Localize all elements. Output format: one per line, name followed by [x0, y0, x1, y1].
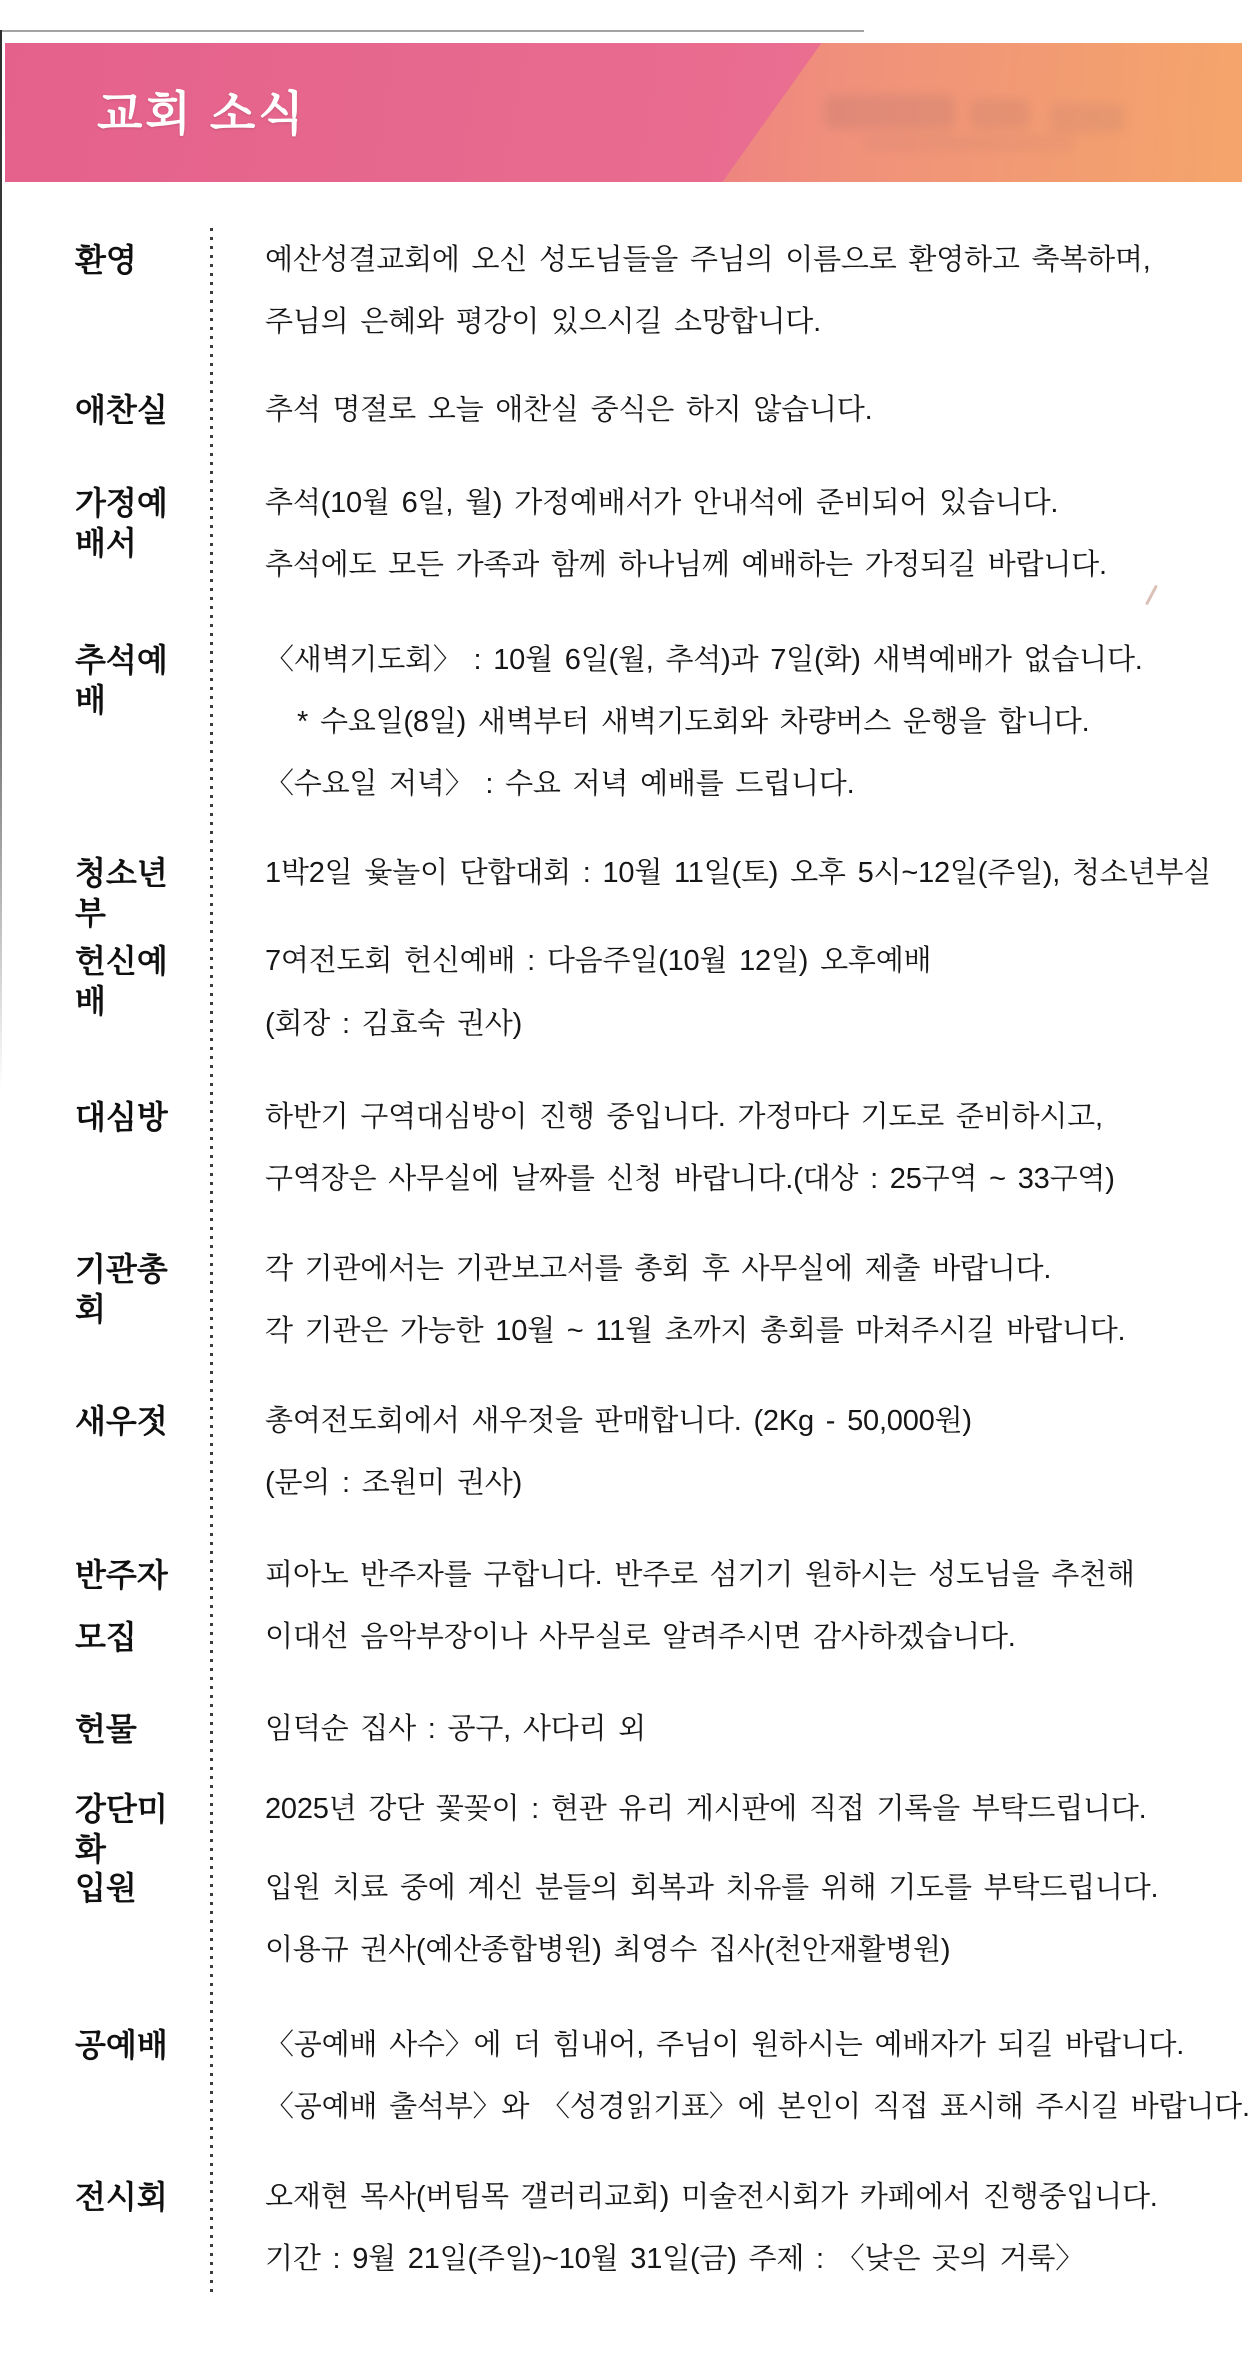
section-line: 이대선 음악부장이나 사무실로 알려주시면 감사하겠습니다. [265, 1621, 1016, 1653]
section-line: 오재현 목사(버팀목 갤러리교회) 미술전시회가 카페에서 진행중입니다. [265, 2181, 1158, 2213]
section-label-accompanist: 반주자 [75, 1557, 168, 1593]
section-label-exhibition: 전시회 [75, 2179, 168, 2215]
section-label-org-general-meeting: 기관총회 [75, 1251, 168, 1327]
section-label-fellowship-room: 애찬실 [75, 392, 168, 428]
header-banner [5, 43, 1242, 182]
section-line: * 수요일(8일) 새벽부터 새벽기도회와 차량버스 운행을 합니다. [297, 706, 1090, 738]
section-label-district-visitation: 대심방 [75, 1099, 168, 1135]
section-line: 입원 치료 중에 계신 분들의 회복과 치유를 위해 기도를 부탁드립니다. [265, 1872, 1159, 1904]
section-label-public-worship: 공예배 [75, 2027, 168, 2063]
bleedthrough-ghost [970, 99, 1030, 129]
section-label-dedication-service: 헌신예배 [75, 943, 168, 1019]
section-line: 추석 명절로 오늘 애찬실 중식은 하지 않습니다. [265, 394, 873, 426]
page-title: 교회 소식 [97, 86, 307, 140]
pen-mark-artifact [1145, 585, 1158, 606]
section-line: 각 기관에서는 기관보고서를 총회 후 사무실에 제출 바랍니다. [265, 1253, 1052, 1285]
section-label-pulpit-flowers: 강단미화 [75, 1791, 168, 1867]
section-label-hospitalized: 입원 [75, 1870, 137, 1906]
section-label-youth-group: 청소년부 [75, 855, 168, 931]
scan-edge-left-line [0, 30, 2, 1090]
bleedthrough-ghost [825, 95, 955, 129]
section-line: 각 기관은 가능한 10월 ~ 11월 초까지 총회를 마쳐주시길 바랍니다. [265, 1315, 1126, 1347]
section-line: 임덕순 집사 : 공구, 사다리 외 [265, 1713, 646, 1745]
section-label-chuseok-service: 추석예배 [75, 642, 168, 718]
section-line: 총여전도회에서 새우젓을 판매합니다. (2Kg - 50,000원) [265, 1405, 972, 1437]
section-line: 〈공예배 사수〉에 더 힘내어, 주님이 원하시는 예배자가 되길 바랍니다. [265, 2029, 1185, 2061]
section-label-family-worship-book: 가정예배서 [75, 485, 168, 561]
section-line: 1박2일 윷놀이 단합대회 : 10월 11일(토) 오후 5시~12일(주일), 청소년부실 [265, 857, 1212, 889]
section-line: 〈새벽기도회〉 : 10월 6일(월, 추석)과 7일(화) 새벽예배가 없습니다. [265, 644, 1143, 676]
section-line: 〈수요일 저녁〉 : 수요 저녁 예배를 드립니다. [265, 768, 855, 800]
section-label-salted-shrimp: 새우젓 [75, 1403, 168, 1439]
section-line: (회장 : 김효숙 권사) [265, 1008, 523, 1040]
section-line: 하반기 구역대심방이 진행 중입니다. 가정마다 기도로 준비하시고, [265, 1101, 1103, 1133]
section-line: 기간 : 9월 21일(주일)~10월 31일(금) 주제 : 〈낮은 곳의 거룩〉 [265, 2243, 1084, 2275]
section-line: 2025년 강단 꽃꽂이 : 현관 유리 게시판에 직접 기록을 부탁드립니다. [265, 1793, 1147, 1825]
section-line: 추석에도 모든 가족과 함께 하나님께 예배하는 가정되길 바랍니다. [265, 549, 1107, 581]
section-label-welcome: 환영 [75, 242, 137, 278]
section-line: 예산성결교회에 오신 성도님들을 주님의 이름으로 환영하고 축복하며, [265, 244, 1151, 276]
dotted-divider [210, 228, 213, 2292]
section-label-accompanist-recruit: 모집 [75, 1619, 137, 1655]
section-line: 이용규 권사(예산종합병원) 최영수 집사(천안재활병원) [265, 1934, 951, 1966]
section-line: 주님의 은혜와 평강이 있으시길 소망합니다. [265, 306, 821, 338]
section-line: 추석(10월 6일, 월) 가정예배서가 안내석에 준비되어 있습니다. [265, 487, 1059, 519]
section-label-offering-goods: 헌물 [75, 1711, 137, 1747]
scan-edge-top-line [0, 30, 864, 32]
bleedthrough-ghost [865, 135, 1075, 151]
section-line: 〈공예배 출석부〉와 〈성경읽기표〉에 본인이 직접 표시해 주시길 바랍니다. [265, 2091, 1250, 2123]
section-line: 피아노 반주자를 구합니다. 반주로 섬기기 원하시는 성도님을 추천해 [265, 1559, 1135, 1591]
bleedthrough-ghost [1050, 103, 1125, 133]
section-line: 7여전도회 헌신예배 : 다음주일(10월 12일) 오후예배 [265, 945, 932, 977]
section-line: 구역장은 사무실에 날짜를 신청 바랍니다.(대상 : 25구역 ~ 33구역) [265, 1163, 1115, 1195]
section-line: (문의 : 조원미 권사) [265, 1467, 523, 1499]
